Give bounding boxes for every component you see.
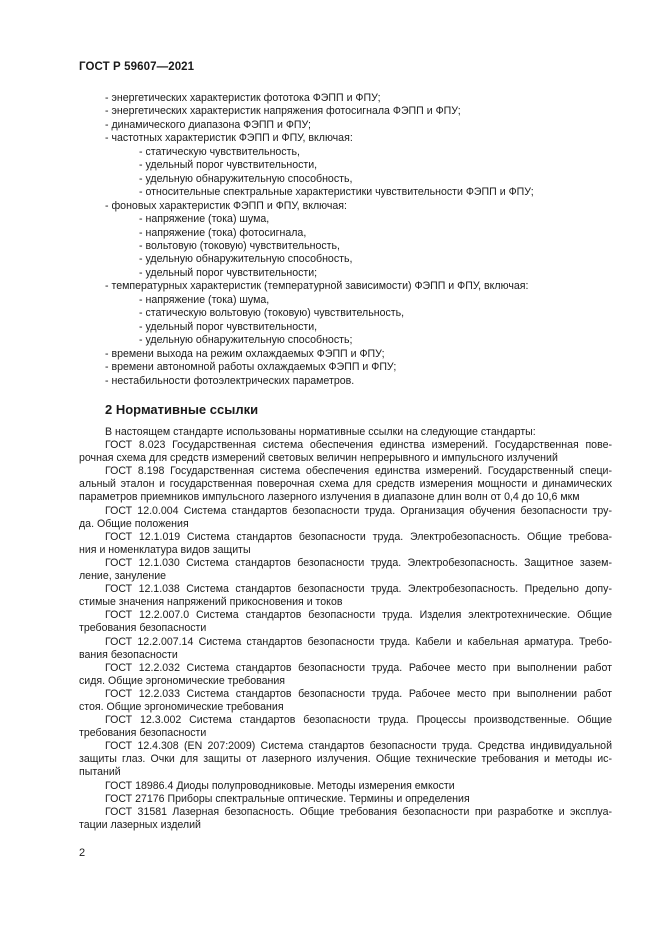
- reference-line: ГОСТ 27176 Приборы спектральные оптические. Термины и определения: [105, 792, 470, 805]
- list-item: - удельную обнаружительную способность,: [139, 172, 353, 185]
- reference-paragraph: [79, 583, 612, 609]
- reference-line: параметров приемников импульсного лазерного излучения в диапазоне длин волн от 0,4 до 10,6 мкм: [79, 491, 580, 504]
- list-item: - динамического диапазона ФЭПП и ФПУ;: [105, 118, 311, 131]
- list-item: - удельный порог чувствительности,: [139, 320, 318, 333]
- reference-line: ГОСТ 8.198 Государственная система обеспечения единства измерений. Государственный специ-: [105, 465, 612, 478]
- list-item: - фоновых характеристик ФЭПП и ФПУ, включая:: [105, 199, 347, 212]
- reference-line: тации лазерных изделий: [79, 818, 201, 831]
- reference-paragraph: [79, 505, 612, 531]
- characteristics-list: [105, 92, 605, 388]
- page-number: 2: [79, 847, 86, 859]
- list-item: - напряжение (тока) шума,: [139, 293, 270, 306]
- list-item: - температурных характеристик (температурной зависимости) ФЭПП и ФПУ, включая:: [105, 280, 529, 293]
- reference-line: ление, зануление: [79, 570, 167, 583]
- reference-line: защиты глаз. Очки для защиты от лазерного излучения. Общие технические требования и методы ис-: [79, 753, 612, 766]
- list-item: - статическую чувствительность,: [139, 145, 300, 158]
- reference-paragraph: [79, 609, 612, 635]
- list-item: - удельную обнаружительную способность,: [139, 253, 353, 266]
- reference-paragraph: [79, 531, 612, 557]
- reference-line: вания безопасности: [79, 648, 178, 661]
- reference-line: ния и номенклатура видов защиты: [79, 543, 251, 556]
- reference-paragraph: [79, 465, 612, 504]
- reference-line: ГОСТ 12.2.007.0 Система стандартов безопасности труда. Изделия электротехнические. Общие: [105, 609, 612, 622]
- list-item: - вольтовую (токовую) чувствительность,: [139, 239, 340, 252]
- reference-line: сидя. Общие эргономические требования: [79, 674, 286, 687]
- reference-paragraph: [79, 806, 612, 832]
- reference-line: ГОСТ 12.2.032 Система стандартов безопасности труда. Рабочее место при выполнении работ: [105, 661, 612, 674]
- reference-line: стоя. Общие эргономические требования: [79, 700, 284, 713]
- reference-paragraph: [79, 688, 612, 714]
- reference-paragraph: [79, 793, 612, 806]
- list-item: - удельный порог чувствительности;: [139, 266, 318, 279]
- reference-paragraph: [79, 557, 612, 583]
- reference-paragraph: [79, 780, 612, 793]
- list-item: - энергетических характеристик напряжения фотосигнала ФЭПП и ФПУ;: [105, 105, 461, 118]
- reference-paragraph: [79, 740, 612, 779]
- list-item: - времени выхода на режим охлаждаемых ФЭПП и ФПУ;: [105, 347, 385, 360]
- reference-line: рочная схема для средств измерений световых величин непрерывного и импульсного излучений: [79, 452, 558, 465]
- reference-line: да. Общие положения: [79, 517, 189, 530]
- reference-line: требования безопасности: [79, 727, 207, 740]
- document-header: ГОСТ Р 59607—2021: [79, 61, 195, 73]
- list-item: - относительные спектральные характеристики чувствительности ФЭПП и ФПУ;: [139, 186, 534, 199]
- reference-line: ГОСТ 12.3.002 Система стандартов безопасности труда. Процессы производственные. Общие: [105, 714, 612, 727]
- reference-line: ГОСТ 12.1.030 Система стандартов безопасности труда. Электробезопасность. Защитное зазем-: [105, 556, 612, 569]
- list-item: - энергетических характеристик фототока ФЭПП и ФПУ;: [105, 92, 381, 104]
- list-item: - удельную обнаружительную способность;: [139, 334, 353, 347]
- normative-references: [79, 426, 612, 832]
- reference-paragraph: [79, 636, 612, 662]
- list-item: - времени автономной работы охлаждаемых ФЭПП и ФПУ;: [105, 361, 397, 374]
- list-item: - напряжение (тока) шума,: [139, 213, 270, 226]
- reference-line: пытаний: [79, 766, 121, 779]
- list-item: - статическую вольтовую (токовую) чувствительность,: [139, 307, 405, 320]
- reference-line: ГОСТ 18986.4 Диоды полупроводниковые. Методы измерения емкости: [105, 779, 455, 792]
- list-item: - удельный порог чувствительности,: [139, 159, 318, 172]
- reference-line: ГОСТ 12.1.038 Система стандартов безопасности труда. Электробезопасность. Предельно допу-: [105, 583, 612, 596]
- list-item: - нестабильности фотоэлектрических параметров.: [105, 374, 355, 387]
- reference-line: ГОСТ 12.0.004 Система стандартов безопасности труда. Организация обучения безопасности тру-: [105, 504, 612, 517]
- reference-paragraph: [79, 714, 612, 740]
- reference-line: ГОСТ 12.2.007.14 Система стандартов безопасности труда. Кабели и кабельная арматура. Требо-: [105, 635, 612, 648]
- reference-line: требования безопасности: [79, 622, 207, 635]
- reference-line: альный эталон и государственная поверочная схема для средств измерения мощности и динамических: [79, 478, 612, 491]
- reference-line: стимые значения напряжений прикосновения и токов: [79, 596, 343, 609]
- list-item: - напряжение (тока) фотосигнала,: [139, 226, 307, 239]
- reference-line: ГОСТ 12.2.033 Система стандартов безопасности труда. Рабочее место при выполнении работ: [105, 687, 612, 700]
- reference-paragraph: [79, 662, 612, 688]
- reference-line: ГОСТ 12.1.019 Система стандартов безопасности труда. Электробезопасность. Общие требова-: [105, 530, 612, 543]
- reference-paragraph: [79, 426, 612, 439]
- reference-line: ГОСТ 31581 Лазерная безопасность. Общие требования безопасности при разработке и эксплуа-: [105, 805, 612, 818]
- reference-line: В настоящем стандарте использованы нормативные ссылки на следующие стандарты:: [105, 426, 536, 438]
- reference-paragraph: [79, 439, 612, 465]
- section-title: 2 Нормативные ссылки: [105, 402, 259, 417]
- list-item: - частотных характеристик ФЭПП и ФПУ, включая:: [105, 132, 353, 145]
- reference-line: ГОСТ 12.4.308 (EN 207:2009) Система стандартов безопасности труда. Средства индивидуальной: [105, 740, 612, 753]
- reference-line: ГОСТ 8.023 Государственная система обеспечения единства измерений. Государственная пове-: [105, 439, 612, 452]
